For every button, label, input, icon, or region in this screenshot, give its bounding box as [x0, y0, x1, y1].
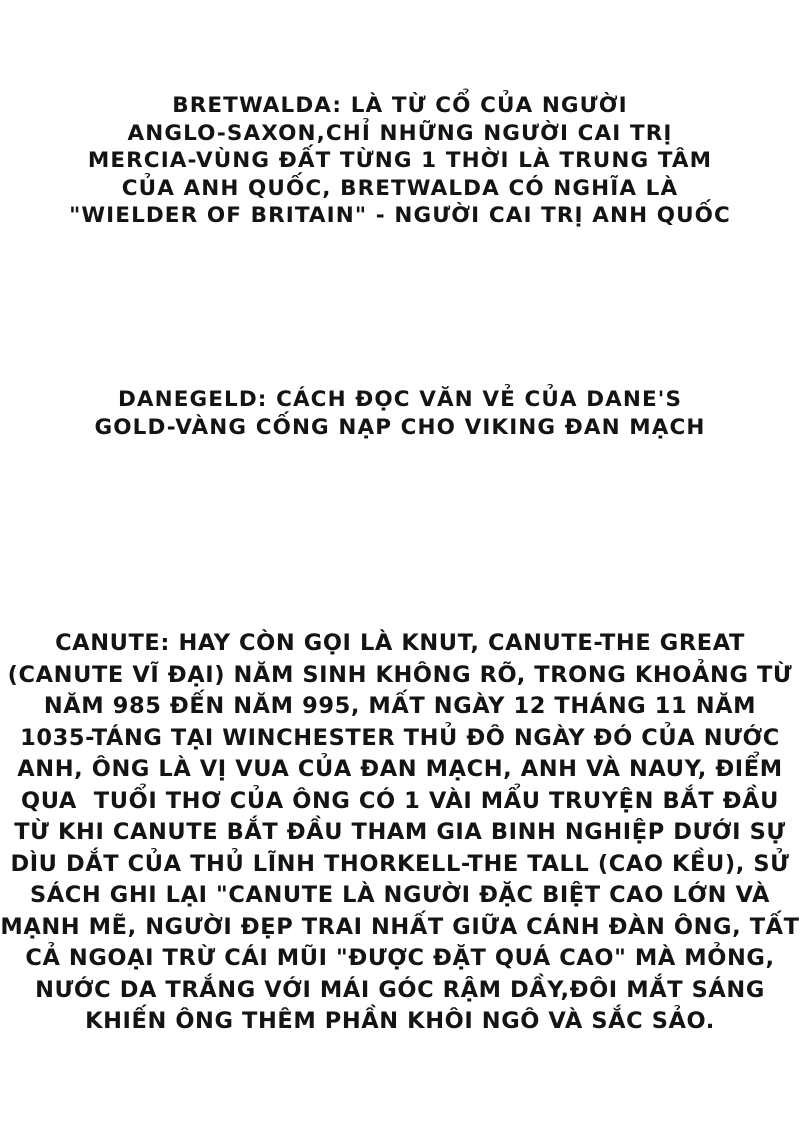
- text-line: CẢ NGOẠI TRỪ CÁI MŨI "ĐƯỢC ĐẶT QUÁ CAO" MÀ MỎNG,: [25, 945, 775, 971]
- text-line: KHIẾN ÔNG THÊM PHẦN KHÔI NGÔ VÀ SẮC SẢO.: [85, 1008, 715, 1034]
- text-line: CANUTE: HAY CÒN GỌI LÀ KNUT, CANUTE-THE GREAT: [55, 630, 745, 656]
- text-block-bretwalda: [0, 92, 800, 230]
- text-line: ANGLO-SAXON,CHỈ NHỮNG NGƯỜI CAI TRỊ: [127, 120, 673, 146]
- text-line: SÁCH GHI LẠI "CANUTE LÀ NGƯỜI ĐẶC BIỆT CAO LỚN VÀ: [29, 882, 771, 908]
- text-line: BRETWALDA: LÀ TỪ CỔ CỦA NGƯỜI: [172, 93, 628, 118]
- text-line: NƯỚC DA TRẮNG VỚI MÁI GÓC RẬM DẦY,ĐÔI MẮT SÁNG: [35, 976, 765, 1003]
- text-line: DANEGELD: CÁCH ĐỌC VĂN VẺ CỦA DANE'S: [117, 387, 683, 412]
- text-block-danegeld: [0, 386, 800, 442]
- text-line: NĂM 985 ĐẾN NĂM 995, MẤT NGÀY 12 THÁNG 11 NĂM: [43, 693, 757, 719]
- text-line: DÌU DẮT CỦA THỦ LĨNH THORKELL-THE TALL (CAO KỀU), SỬ: [10, 850, 790, 877]
- text-line: TỪ KHI CANUTE BẮT ĐẦU THAM GIA BINH NGHIỆP DƯỚI SỰ: [14, 819, 786, 845]
- text-line: MERCIA-VÙNG ĐẤT TỪNG 1 THỜI LÀ TRUNG TÂM: [87, 148, 713, 173]
- text-line: GOLD-VÀNG CỐNG NẠP CHO VIKING ĐAN MẠCH: [94, 415, 706, 440]
- text-line: "WIELDER OF BRITAIN" - NGƯỜI CAI TRỊ ANH QUỐC: [69, 203, 731, 228]
- text-block-canute: [0, 628, 800, 1038]
- text-line: (CANUTE VĨ ĐẠI) NĂM SINH KHÔNG RÕ, TRONG KHOẢNG TỪ: [7, 661, 793, 688]
- text-line: MẠNH MẼ, NGƯỜI ĐẸP TRAI NHẤT GIỮA CÁNH ĐÀN ÔNG, TẤT: [0, 913, 800, 940]
- text-line: 1035-TÁNG TẠI WINCHESTER THỦ ĐÔ NGÀY ĐÓ CỦA NƯỚC: [20, 724, 780, 751]
- text-line: ANH, ÔNG LÀ VỊ VUA CỦA ĐAN MẠCH, ANH VÀ NAUY, ĐIỂM: [17, 756, 783, 782]
- text-line: QUA TUỔI THƠ CỦA ÔNG CÓ 1 VÀI MẨU TRUYỆN BẮT ĐẦU: [20, 787, 779, 814]
- text-line: CỦA ANH QUỐC, BRETWALDA CÓ NGHĨA LÀ: [121, 175, 679, 201]
